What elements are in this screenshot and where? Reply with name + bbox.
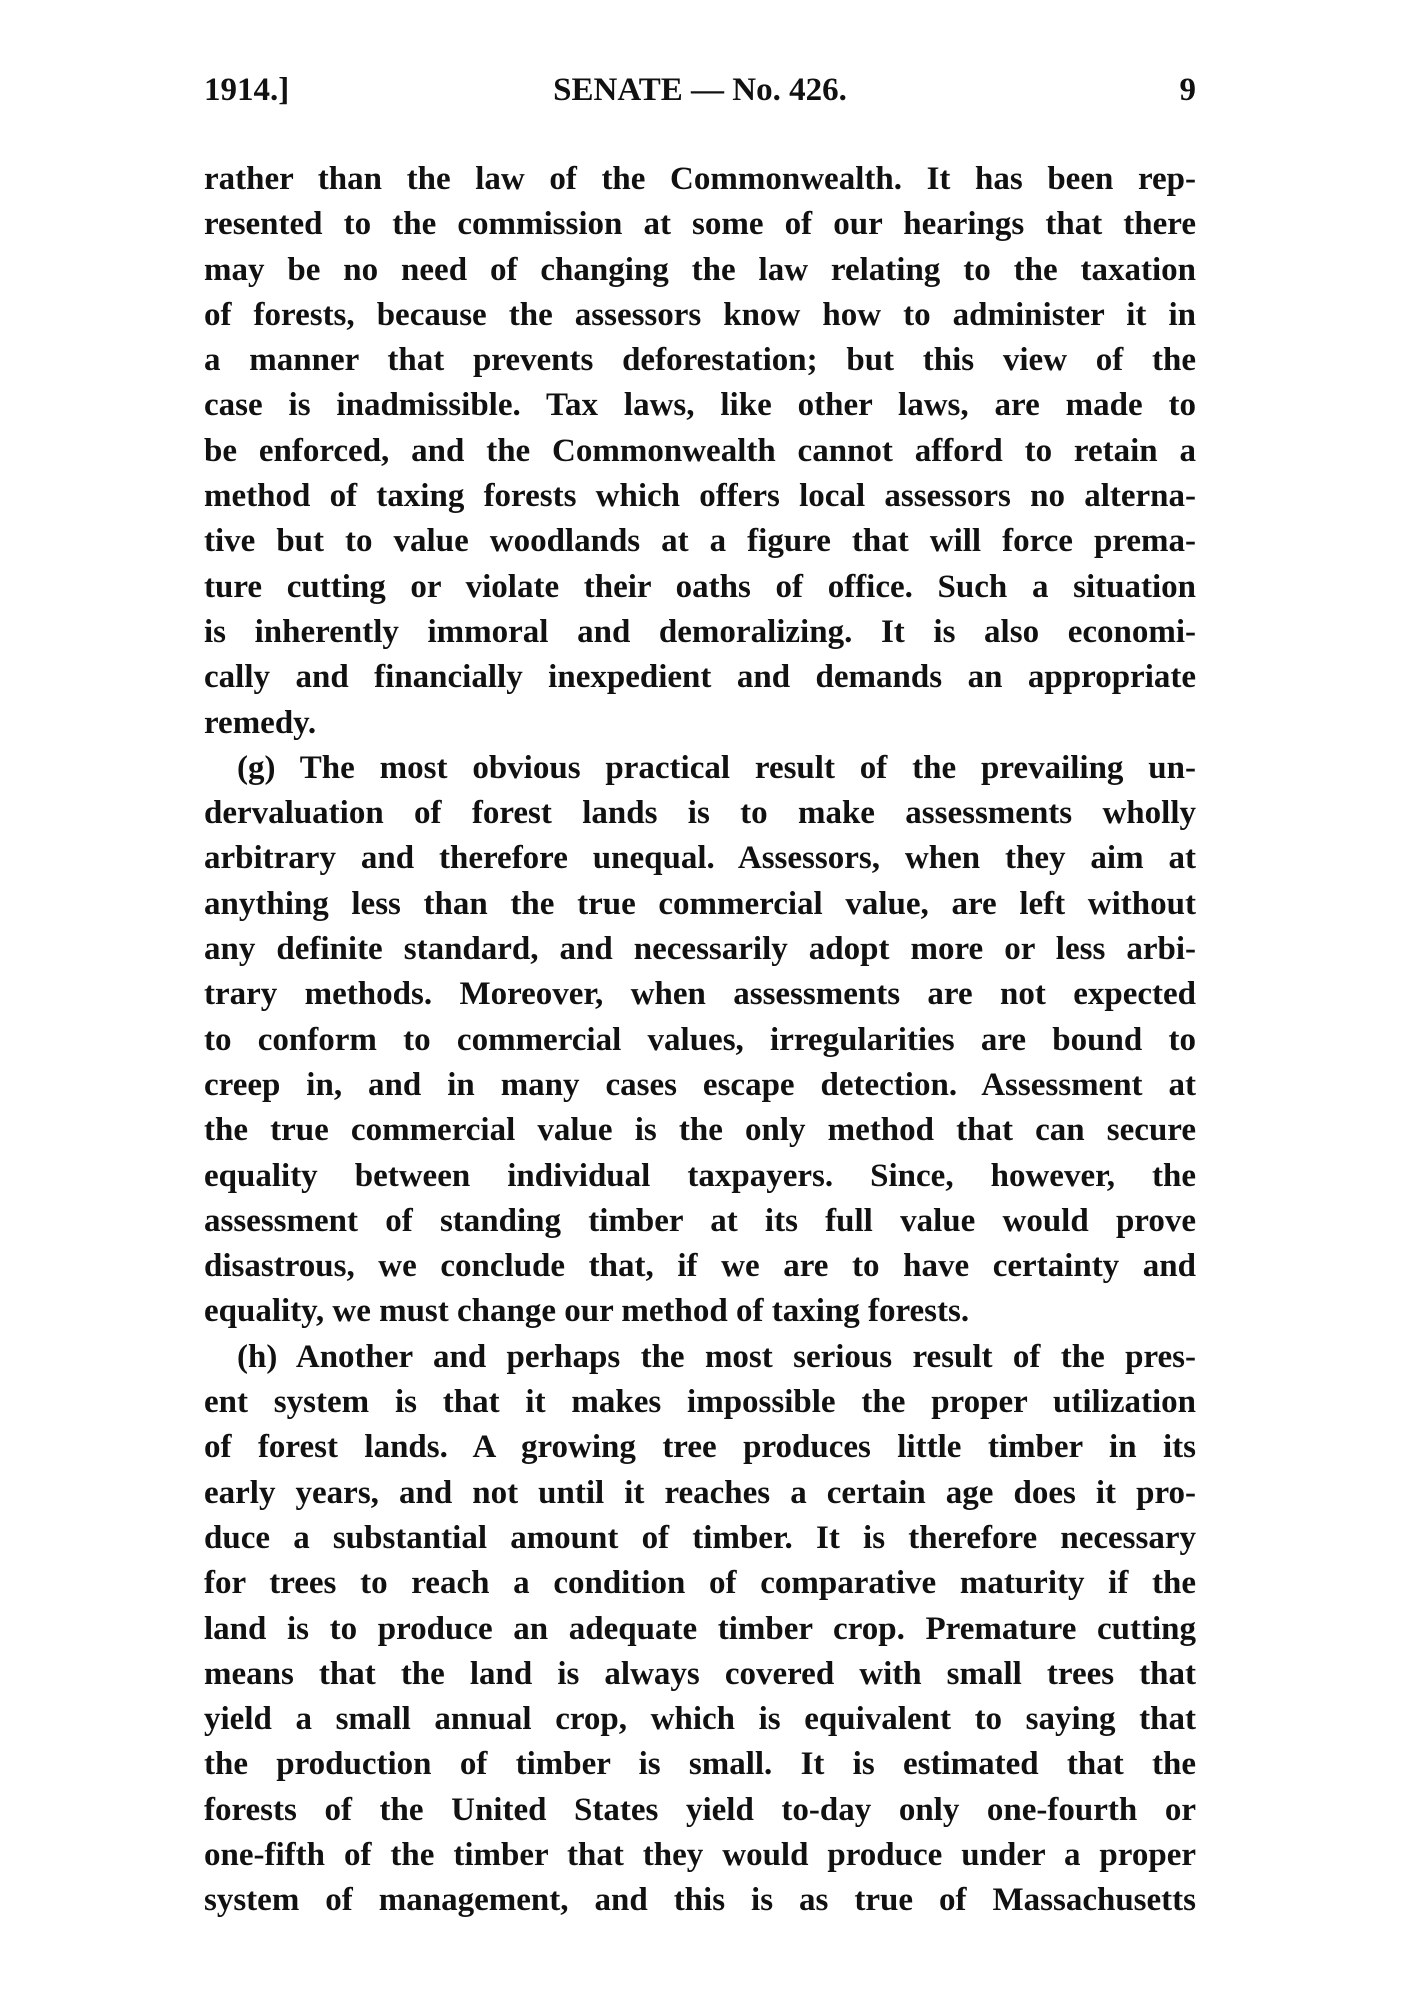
text-line: ent system is that it makes impossible the proper utilization <box>204 1384 1196 1421</box>
text-line: creep in, and in many cases escape detection. Assessment at <box>204 1066 1196 1103</box>
page-number: 9 <box>1179 72 1196 108</box>
text-line: land is to produce an adequate timber crop. Premature cutting <box>204 1610 1196 1647</box>
text-line: forests of the United States yield to-day only one-fourth or <box>204 1791 1196 1828</box>
text-line: for trees to reach a condition of comparative maturity if the <box>204 1565 1196 1602</box>
text-line: system of management, and this is as true of Massachusetts <box>204 1882 1196 1919</box>
body-text <box>204 157 1196 1924</box>
text-line: resented to the commission at some of our hearings that there <box>204 206 1196 243</box>
header-year: 1914.] <box>204 72 290 108</box>
text-line: disastrous, we conclude that, if we are to have certainty and <box>204 1248 1196 1285</box>
text-line: (h) Another and perhaps the most serious result of the pres- <box>204 1338 1196 1375</box>
text-line: (g) The most obvious practical result of the prevailing un- <box>204 749 1196 786</box>
text-line: the production of timber is small. It is estimated that the <box>204 1746 1196 1783</box>
text-line: dervaluation of forest lands is to make assessments wholly <box>204 795 1196 832</box>
text-line: ture cutting or violate their oaths of office. Such a situation <box>204 568 1196 605</box>
text-line: arbitrary and therefore unequal. Assessors, when they aim at <box>204 840 1196 877</box>
text-line: trary methods. Moreover, when assessments are not expected <box>204 976 1196 1013</box>
text-line: remedy. <box>204 704 317 741</box>
text-line: tive but to value woodlands at a figure that will force prema- <box>204 523 1196 560</box>
paragraph <box>204 1335 1196 1924</box>
text-line: duce a substantial amount of timber. It is therefore necessary <box>204 1519 1196 1556</box>
running-header <box>204 72 1196 118</box>
text-line: any definite standard, and necessarily adopt more or less arbi- <box>204 931 1196 968</box>
text-line: equality, we must change our method of taxing forests. <box>204 1293 970 1330</box>
text-line: case is inadmissible. Tax laws, like other laws, are made to <box>204 387 1196 424</box>
text-line: yield a small annual crop, which is equivalent to saying that <box>204 1701 1196 1738</box>
text-line: rather than the law of the Commonwealth. It has been rep- <box>204 161 1196 197</box>
text-line: of forest lands. A growing tree produces little timber in its <box>204 1429 1196 1466</box>
text-line: means that the land is always covered with small trees that <box>204 1655 1196 1692</box>
text-line: cally and financially inexpedient and demands an appropriate <box>204 659 1196 696</box>
text-line: equality between individual taxpayers. Since, however, the <box>204 1157 1196 1194</box>
text-line: to conform to commercial values, irregularities are bound to <box>204 1021 1196 1058</box>
text-line: a manner that prevents deforestation; but this view of the <box>204 342 1196 379</box>
paragraph <box>204 157 1196 746</box>
text-line: is inherently immoral and demoralizing. It is also economi- <box>204 613 1196 650</box>
text-line: method of taxing forests which offers local assessors no alterna- <box>204 478 1196 515</box>
header-title: SENATE — No. 426. <box>553 72 847 108</box>
text-line: anything less than the true commercial value, are left without <box>204 885 1196 922</box>
text-line: early years, and not until it reaches a certain age does it pro- <box>204 1474 1196 1511</box>
text-line: be enforced, and the Commonwealth cannot afford to retain a <box>204 432 1196 469</box>
text-line: of forests, because the assessors know how to administer it in <box>204 296 1196 333</box>
text-line: one-fifth of the timber that they would produce under a proper <box>204 1836 1196 1873</box>
text-line: may be no need of changing the law relating to the taxation <box>204 251 1196 288</box>
paragraph <box>204 746 1196 1335</box>
text-line: assessment of standing timber at its full value would prove <box>204 1202 1196 1239</box>
text-line: the true commercial value is the only method that can secure <box>204 1112 1196 1149</box>
